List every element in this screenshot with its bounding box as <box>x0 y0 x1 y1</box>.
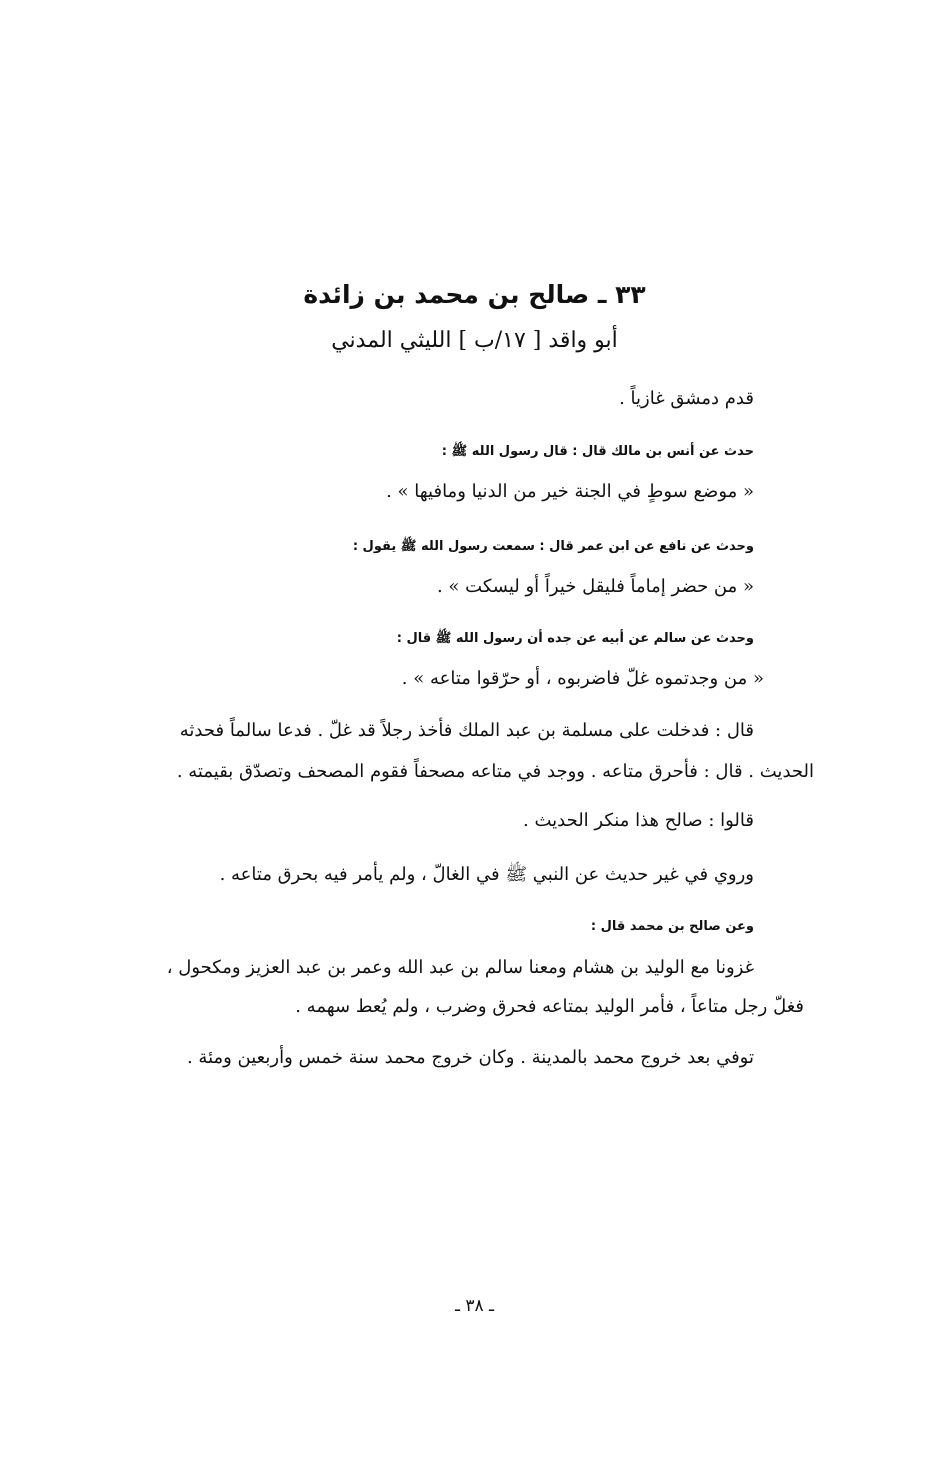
text-line-6: وحدث عن سالم عن أبيه عن جده أن رسول الله ﷺ قال : <box>396 631 754 646</box>
text-line-11: وروي في غير حديث عن النبي ﷺ في الغالّ ، ولم يأمر فيه بحرق متاعه . <box>219 864 754 885</box>
text-line-13: غزونا مع الوليد بن هشام ومعنا سالم بن عبد الله وعمر بن عبد العزيز ومكحول ، <box>166 957 754 978</box>
entry-title: ٣٣ ـ صالح بن محمد بن زائدة <box>303 280 646 309</box>
text-line-3: « موضع سوطٍ في الجنة خير من الدنيا ومافيها » . <box>386 481 754 502</box>
text-line-8: قال : فدخلت على مسلمة بن عبد الملك فأخذ رجلاً قد غلّ . فدعا سالماً فحدثه <box>179 720 754 741</box>
text-line-12: وعن صالح بن محمد قال : <box>590 919 754 934</box>
page-number: ـ ٣٨ ـ <box>454 1296 495 1316</box>
entry-subtitle: أبو واقد [ ١٧/ب ] الليثي المدني <box>331 328 618 353</box>
text-line-7: « من وجدتموه غلّ فاضربوه ، أو حرّقوا متاعه » . <box>401 668 764 689</box>
text-line-2: حدث عن أنس بن مالك قال : قال رسول الله ﷺ : <box>441 444 754 459</box>
text-line-14: فغلّ رجل متاعاً ، فأمر الوليد بمتاعه فحرق وضرب ، ولم يُعط سهمه . <box>295 996 804 1017</box>
text-line-15: توفي بعد خروج محمد بالمدينة . وكان خروج محمد سنة خمس وأربعين ومئة . <box>186 1047 754 1068</box>
text-line-10: قالوا : صالح هذا منكر الحديث . <box>523 810 754 831</box>
text-line-4: وحدث عن نافع عن ابن عمر قال : سمعت رسول الله ﷺ يقول : <box>352 539 754 554</box>
text-line-5: « من حضر إماماً فليقل خيراً أو ليسكت » . <box>436 576 754 597</box>
text-line-9: الحديث . قال : فأحرق متاعه . ووجد في متاعه مصحفاً فقوم المصحف وتصدّق بقيمته . <box>176 761 814 782</box>
text-line-1: قدم دمشق غازياً . <box>619 388 754 409</box>
